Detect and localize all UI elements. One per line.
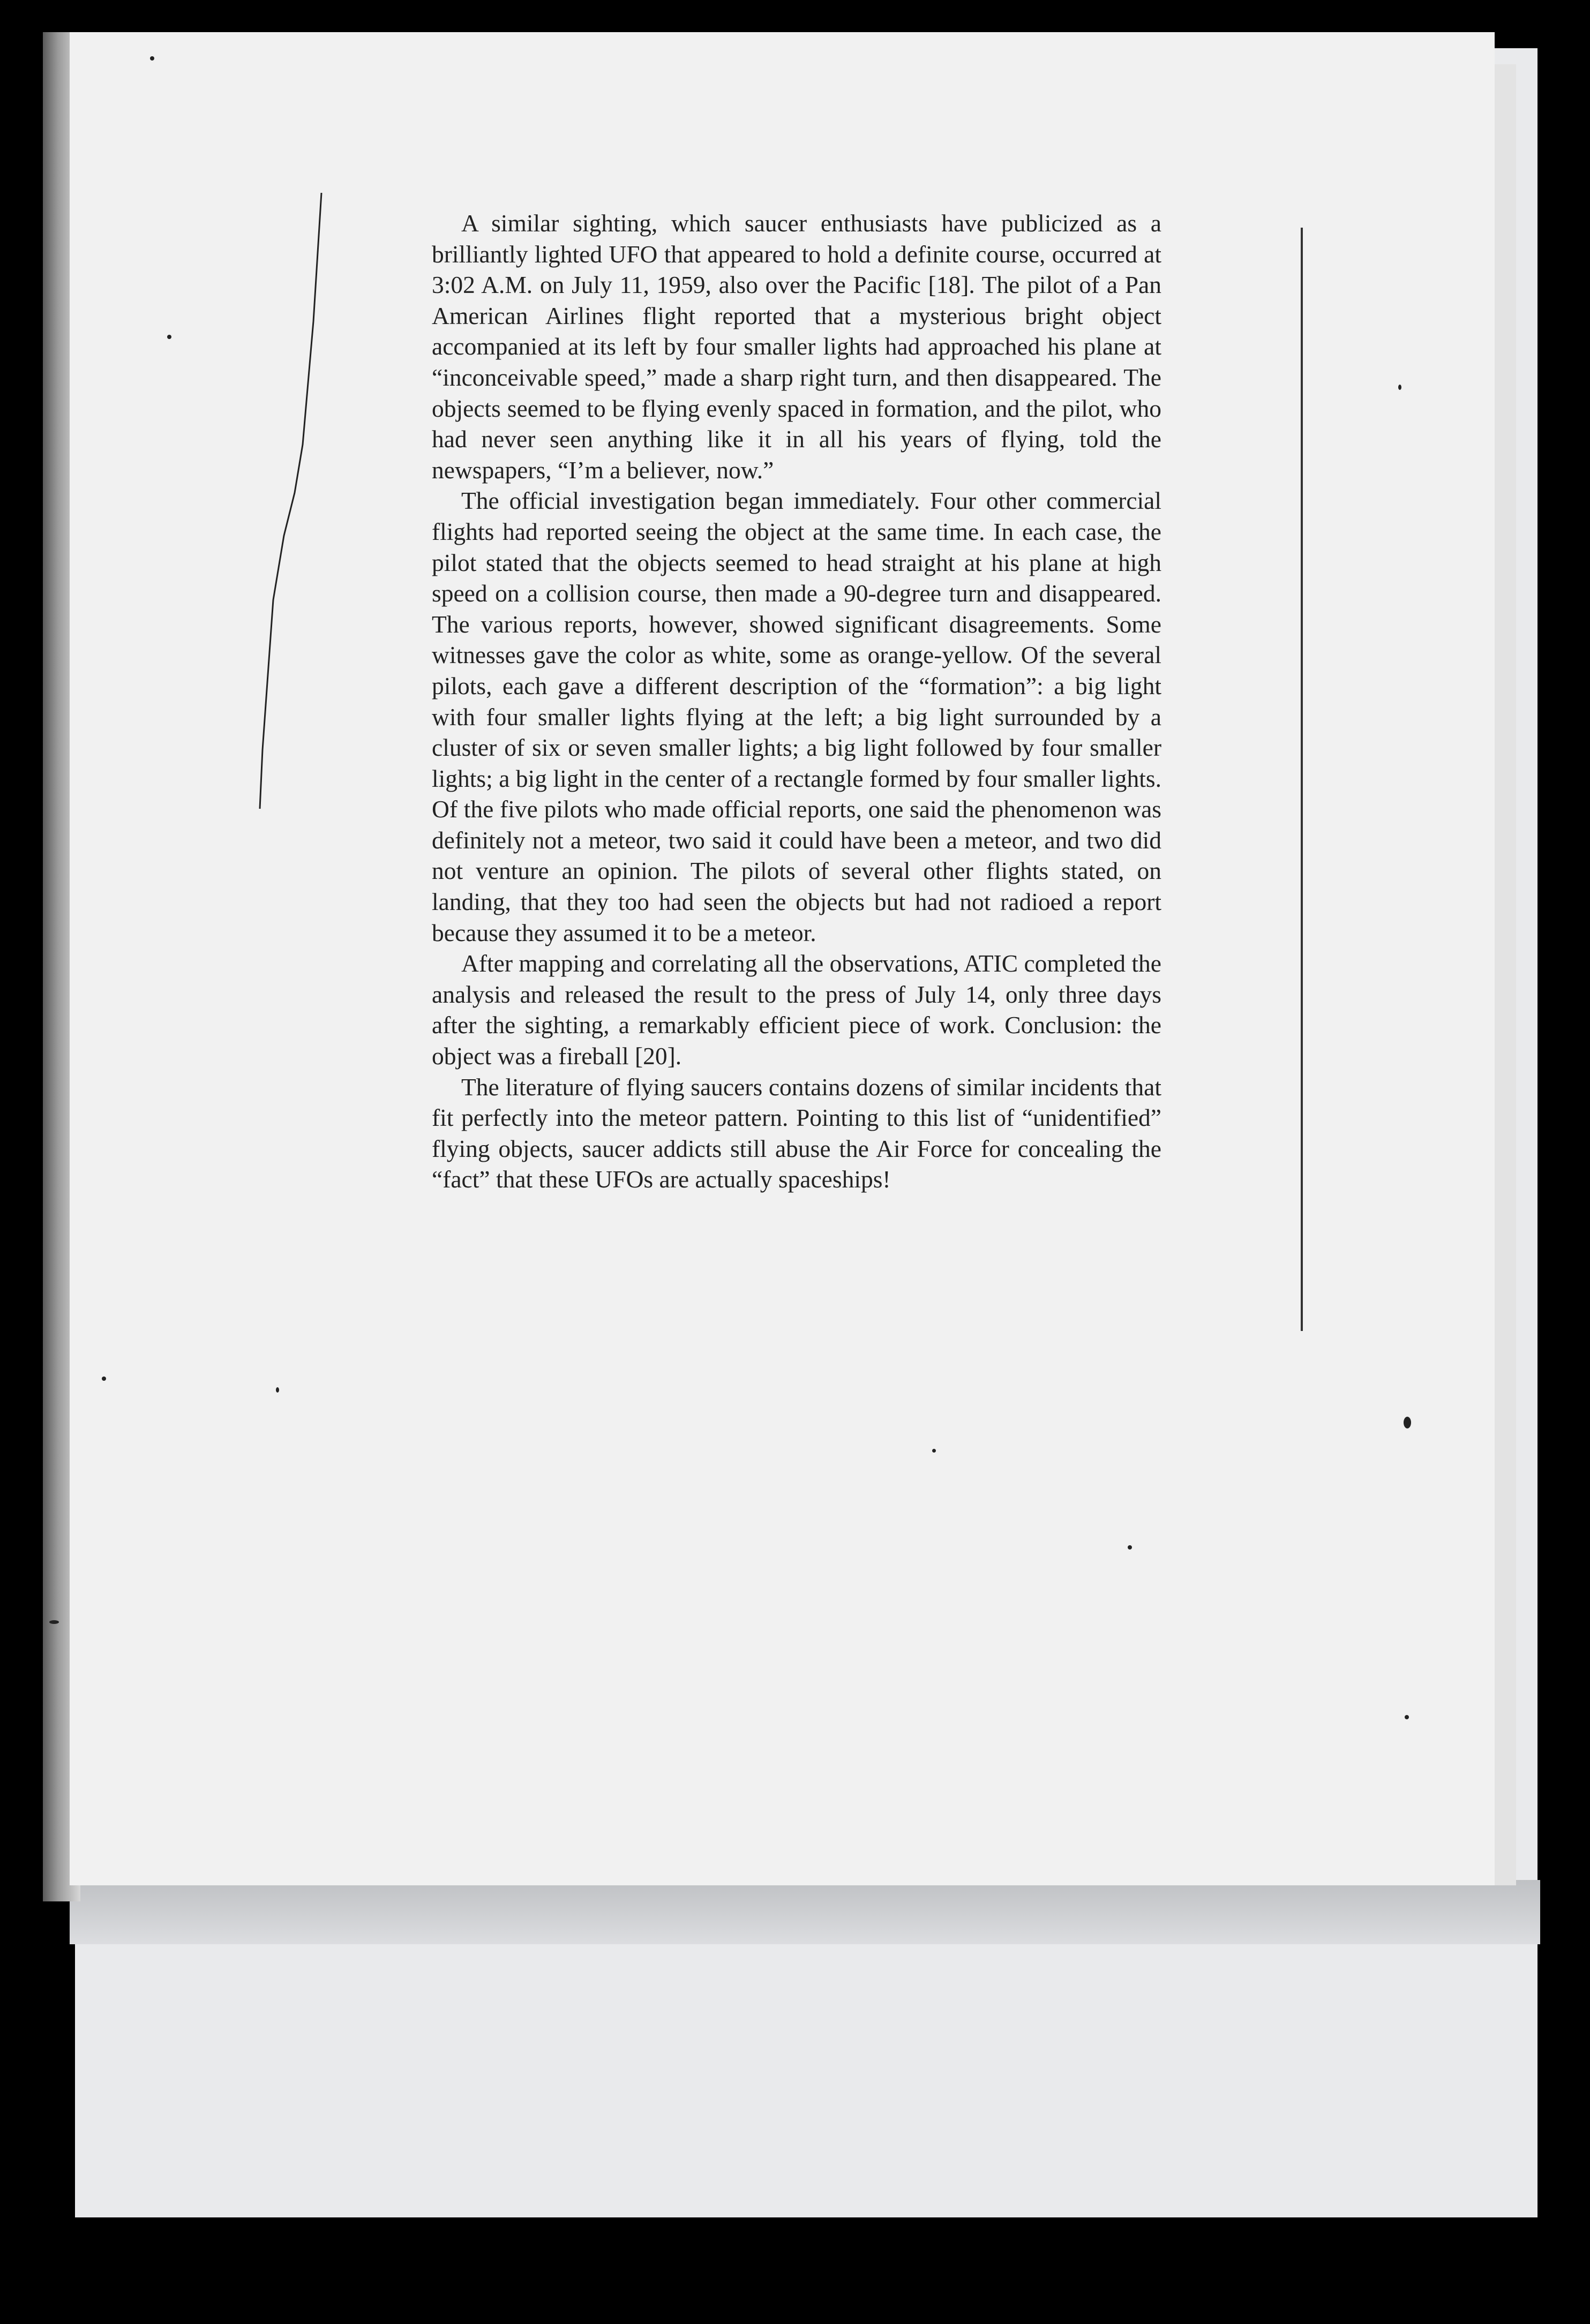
paragraph-4: The literature of flying saucers contains dozens of similar incidents that fit perfectly into the meteor pattern. Pointing to this list of “unidentified” flying objects, saucer addicts still abuse the Air Force for concealing the “fact” that these UFOs are actually spaceships! (432, 1073, 1161, 1193)
speck (1128, 1545, 1132, 1550)
speck (167, 335, 171, 339)
paragraph-2: The official investigation began immediately. Four other commercial flights had reported seeing the object at the same time. In each case, the pilot stated that the objects seemed to head straight at his plane at high speed on a collision course, then made a 90-degree turn and disappeared. The various reports, however, showed significant disagreements. Some witnesses gave the color as white, some as orange-yellow. Of the several pilots, each gave a different description of the “formation”: a big light with four smaller lights flying at the left; a big light surrounded by a cluster of six or seven smaller lights; a big light followed by four smaller lights; a big light in the center of a rectangle formed by four smaller lights. Of the five pilots who made official reports, one said the phenomenon was definitely not a meteor, two said it could have been a meteor, and two did not venture an opinion. The pilots of several other flights stated, on landing, that they too had seen the objects but had not radioed a report because they assumed it to be a meteor. (432, 487, 1161, 946)
speck (1398, 385, 1401, 390)
page-right-strip (1495, 64, 1516, 1885)
speck (102, 1377, 106, 1381)
paragraph-3: After mapping and correlating all the observations, ATIC completed the analysis and released the result to the press of July 14, only three days after the sighting, a remarkably efficient piece of work. Conclusion: the object was a fireball [20]. (432, 950, 1161, 1070)
speck (1404, 1417, 1411, 1428)
speck (932, 1449, 936, 1453)
gutter-line (1301, 228, 1303, 1331)
speck (276, 1387, 279, 1393)
speck (49, 1620, 59, 1624)
speck (150, 56, 154, 61)
tear-mark (252, 193, 327, 809)
paragraph-1: A similar sighting, which saucer enthusiasts have publicized as a brilliantly lighted UFO that appeared to hold a definite course, occurred at 3:02 A.M. on July 11, 1959, also over the Pacific [18]. The pilot of a Pan American Airlines flight reported that a mysterious bright object accompanied at its left by four smaller lights had approached his plane at “inconceivable speed,” made a sharp right turn, and then disappeared. The objects seemed to be flying evenly spaced in formation, and the pilot, who had never seen anything like it in all his years of flying, told the newspapers, “I’m a believer, now.” (432, 209, 1161, 484)
underlying-sheet-shadow (70, 1880, 1540, 1944)
speck (1405, 1715, 1409, 1719)
article-text (432, 208, 1161, 1195)
